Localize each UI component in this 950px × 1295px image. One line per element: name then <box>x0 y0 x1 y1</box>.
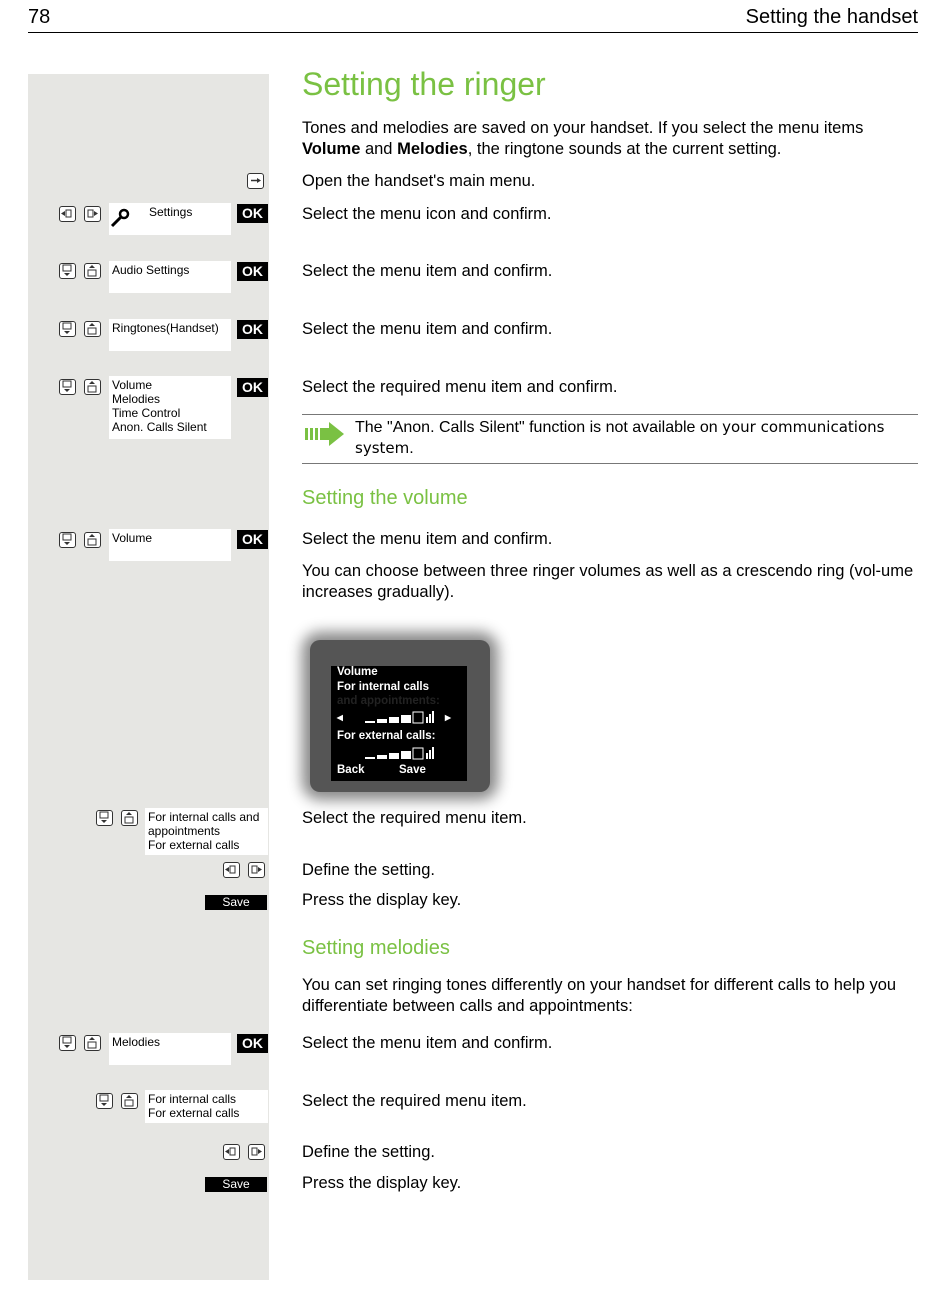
nav-down-icon <box>59 263 76 279</box>
menu-option: For external calls <box>148 838 240 852</box>
ok-key: OK <box>237 262 268 281</box>
menu-key-icon <box>247 173 264 189</box>
nav-up-icon <box>121 810 138 826</box>
nav-up-icon <box>84 379 101 395</box>
step-press: Press the display key. <box>302 891 462 909</box>
nav-down-icon <box>96 810 113 826</box>
menu-box-melodies: Melodies <box>109 1033 231 1065</box>
nav-right-icon <box>84 206 101 222</box>
step-select-icon: Select the menu icon and confirm. <box>302 205 552 223</box>
menu-option: Anon. Calls Silent <box>112 420 207 434</box>
ok-key: OK <box>237 320 268 339</box>
nav-left-icon <box>223 862 240 878</box>
step-select-required: Select the required menu item. <box>302 809 527 827</box>
nav-up-icon <box>84 263 101 279</box>
nav-down-icon <box>96 1093 113 1109</box>
nav-left-icon <box>59 206 76 222</box>
wrench-icon <box>110 208 130 233</box>
handset-display <box>331 666 467 781</box>
step-select-required: Select the required menu item. <box>302 1092 527 1110</box>
menu-box-ringtones: Ringtones(Handset) <box>109 319 231 351</box>
menu-box-volume: Volume <box>109 529 231 561</box>
save-display-key: Save <box>205 895 267 910</box>
menu-option: For internal calls <box>148 1092 237 1106</box>
display-line: For external calls: <box>337 730 436 742</box>
volume-bars-icon <box>365 709 437 728</box>
ok-key: OK <box>237 530 268 549</box>
nav-down-icon <box>59 379 76 395</box>
menu-option: Time Control <box>112 406 181 420</box>
step-define: Define the setting. <box>302 1143 435 1161</box>
menu-box-audio: Audio Settings <box>109 261 231 293</box>
display-save-softkey[interactable]: Save <box>399 764 426 776</box>
display-left-arrow-icon: ◂ <box>337 712 343 724</box>
nav-left-icon <box>223 1144 240 1160</box>
header-rule <box>28 32 918 33</box>
menu-option: For external calls <box>148 1106 240 1120</box>
step-open-menu: Open the handset's main menu. <box>302 172 536 190</box>
nav-right-icon <box>248 862 265 878</box>
nav-up-icon <box>84 1035 101 1051</box>
menu-box-calls <box>145 1090 268 1123</box>
ok-key: OK <box>237 378 268 397</box>
save-display-key: Save <box>205 1177 267 1192</box>
ok-key: OK <box>237 1034 268 1053</box>
nav-up-icon <box>84 532 101 548</box>
display-title: Volume <box>337 666 378 678</box>
step-press: Press the display key. <box>302 1174 462 1192</box>
display-right-arrow-icon: ▸ <box>445 712 451 724</box>
note-rule-top <box>302 414 918 415</box>
display-line: and appointments: <box>337 695 440 707</box>
melodies-desc: You can set ringing tones differently on your handset for different calls to help you differentiate between calls and appointments: <box>302 976 897 1015</box>
nav-down-icon <box>59 321 76 337</box>
step-define: Define the setting. <box>302 861 435 879</box>
nav-down-icon <box>59 1035 76 1051</box>
step-select-item: Select the menu item and confirm. <box>302 320 553 338</box>
display-back-softkey[interactable]: Back <box>337 764 365 776</box>
step-select-item: Select the menu item and confirm. <box>302 530 553 548</box>
intro-text: Tones and melodies are saved on your handset. If you select the menu items Volume and Melodies, the ringtone sounds at the current setting. <box>302 119 864 158</box>
volume-bars-icon <box>365 745 437 764</box>
menu-box-list <box>109 376 231 439</box>
page-title: Setting the ringer <box>302 66 546 102</box>
section-header: Setting the handset <box>745 6 918 28</box>
menu-option: appointments <box>148 824 221 838</box>
menu-box-calls <box>145 808 268 855</box>
menu-option: Melodies <box>112 392 161 406</box>
note-text: The "Anon. Calls Silent" function is not available on your communications system. <box>355 418 885 457</box>
nav-up-icon <box>121 1093 138 1109</box>
ok-key: OK <box>237 204 268 223</box>
note-rule-bottom <box>302 463 918 464</box>
note-arrow-icon <box>303 421 345 452</box>
nav-down-icon <box>59 532 76 548</box>
nav-right-icon <box>248 1144 265 1160</box>
menu-box-settings: Settings <box>109 203 231 235</box>
step-select-required: Select the required menu item and confirm. <box>302 378 618 396</box>
menu-option: Volume <box>112 378 153 392</box>
display-line: For internal calls <box>337 681 430 693</box>
volume-heading: Setting the volume <box>302 487 468 509</box>
volume-desc: You can choose between three ringer volumes as well as a crescendo ring (vol-ume increases gradually). <box>302 562 914 601</box>
step-select-item: Select the menu item and confirm. <box>302 1034 553 1052</box>
melodies-heading: Setting melodies <box>302 937 450 959</box>
step-select-item: Select the menu item and confirm. <box>302 262 553 280</box>
nav-up-icon <box>84 321 101 337</box>
page-number: 78 <box>28 6 51 28</box>
menu-option: For internal calls and <box>148 810 260 824</box>
